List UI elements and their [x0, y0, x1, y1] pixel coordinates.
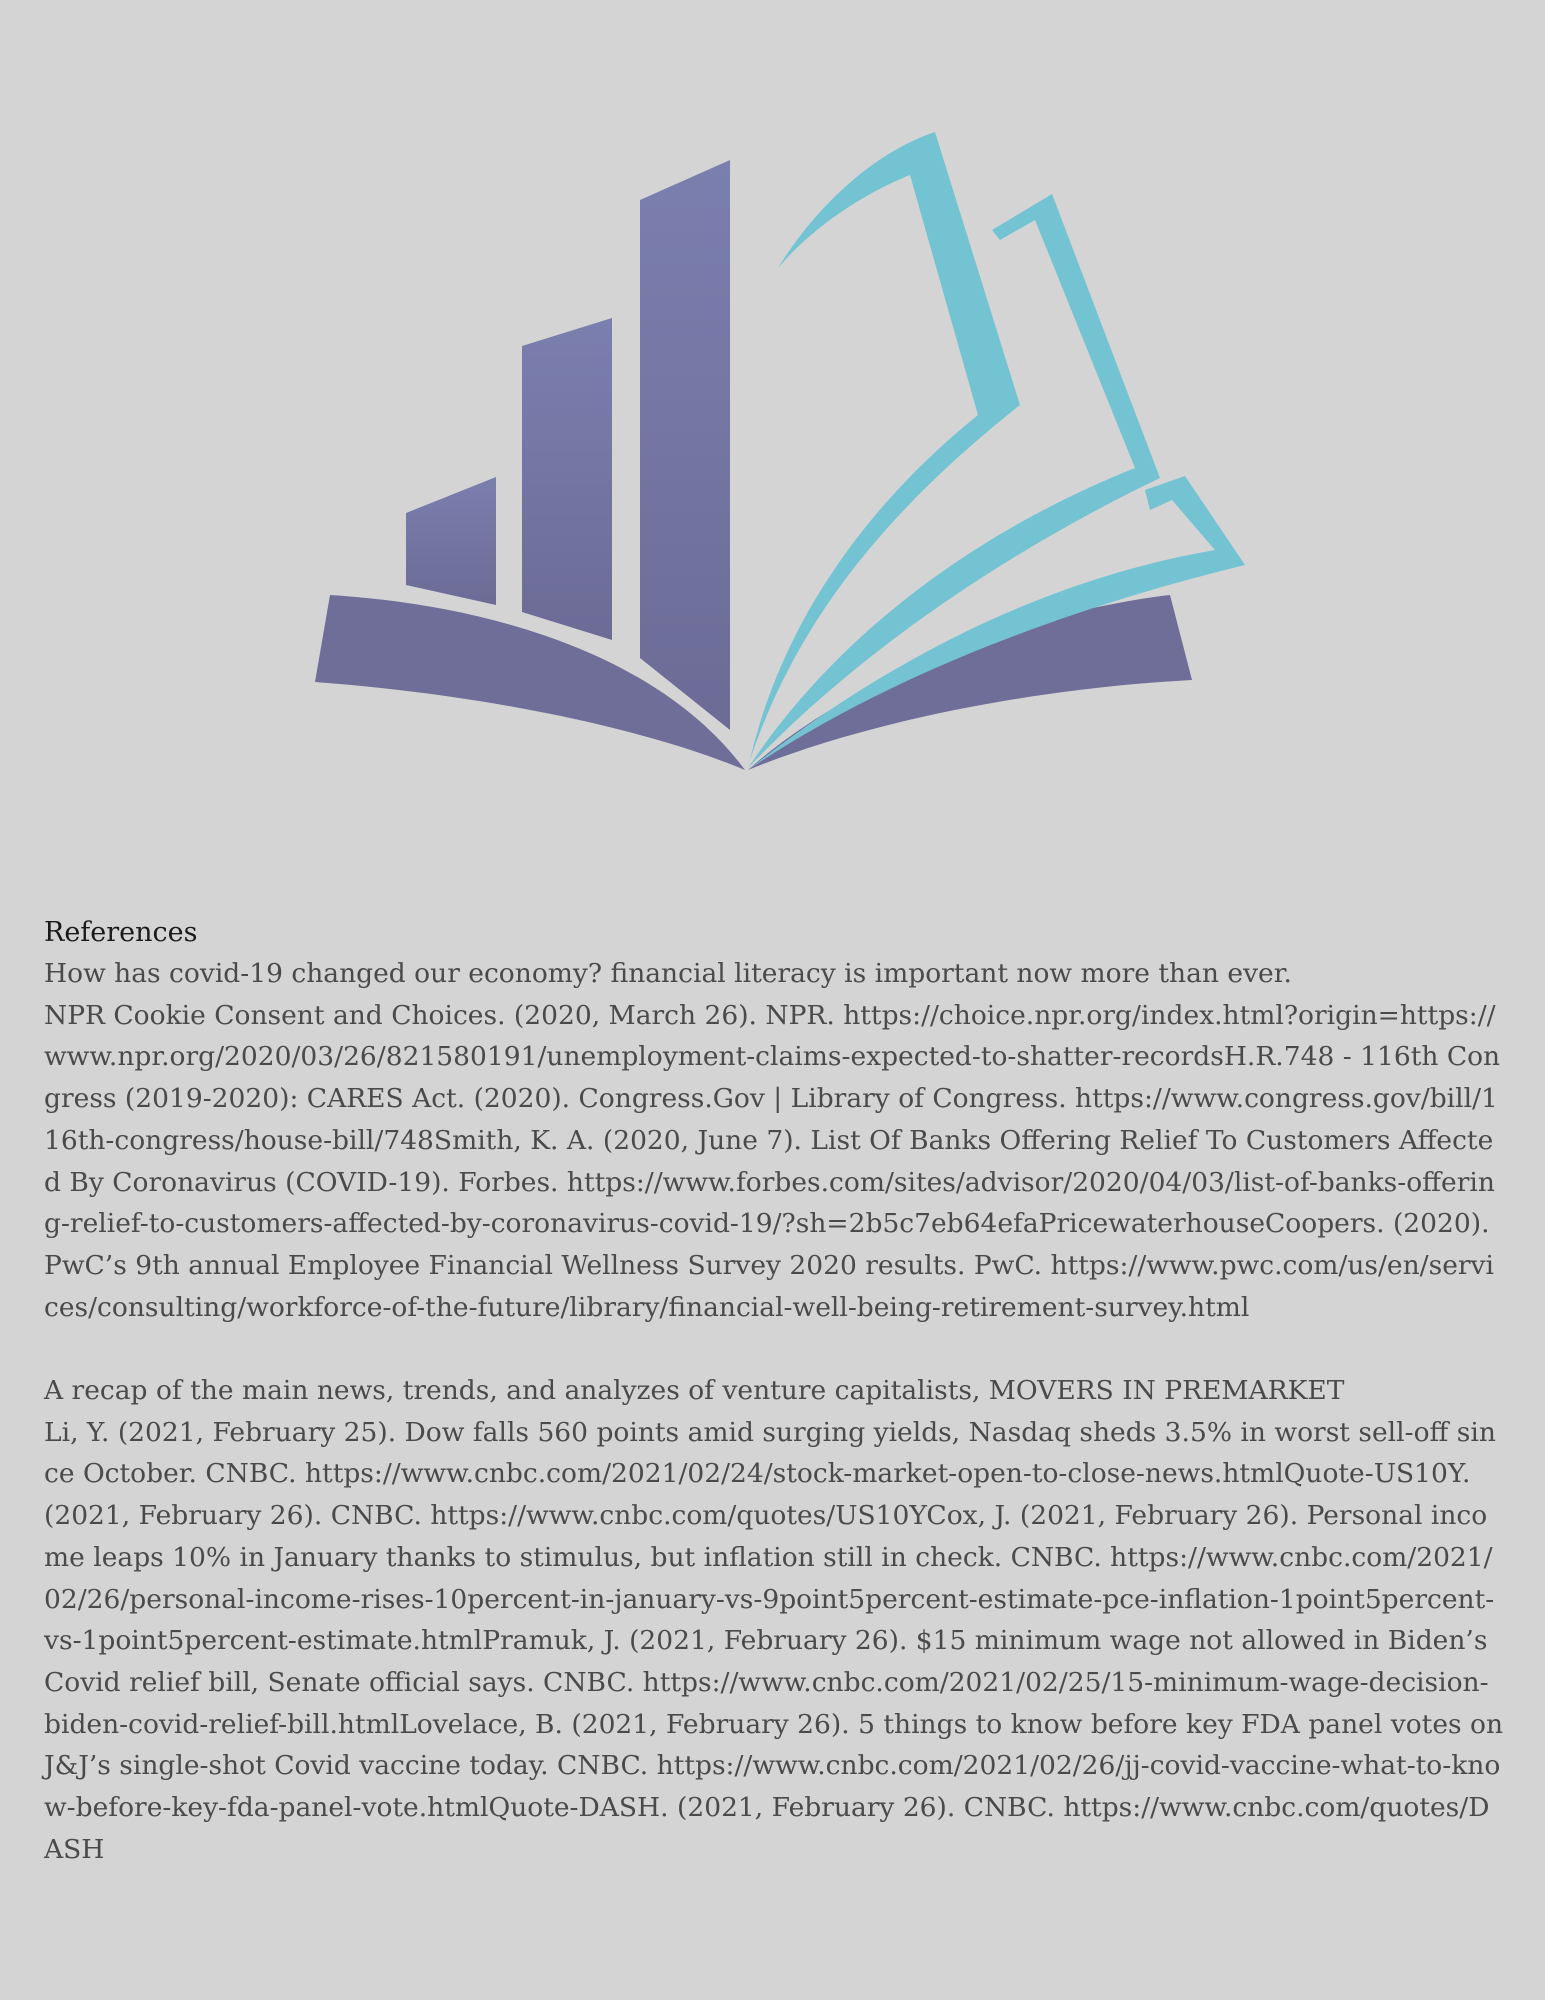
paragraph-spacer [44, 1328, 1504, 1370]
references-block-1 [44, 953, 1504, 1328]
references-heading: References [44, 917, 198, 948]
references-block-1-intro: How has covid-19 changed our economy? financial literacy is important now more than ever. [44, 958, 1292, 989]
references-block-2-intro: A recap of the main news, trends, and analyzes of venture capitalists, MOVERS IN PREMARKET [44, 1375, 1345, 1407]
logo-bar-small [406, 477, 496, 605]
references-section [44, 912, 1504, 1870]
book-with-bar-chart-icon [280, 110, 1260, 790]
references-block-2-body: Li, Y. (2021, February 25). Dow falls 560 points amid surging yields, Nasdaq sheds 3.5% in worst sell-off since October. CNBC. https://www.cnbc.com/2021/02/24/stock-market-open-to-close-news.htmlQuote-US10Y. (2021, February 26). CNBC. https://www.cnbc.com/quotes/US10YCox, J. (2021, February 26). Personal income leaps 10% in January thanks to stimulus, but inflation still in check. CNBC. https://www.cnbc.com/2021/02/26/personal-income-rises-10percent-in-january-vs-9point5percent-estimate-pce-inflation-1point5percent-vs-1point5percent-estimate.htmlPramuk, J. (2021, February 26). $15 minimum wage not allowed in Biden’s Covid relief bill, Senate official says. CNBC. https://www.cnbc.com/2021/02/25/15-minimum-wage-decision-biden-covid-relief-bill.htmlLovelace, B. (2021, February 26). 5 things to know before key FDA panel votes on J&J’s single-shot Covid vaccine today. CNBC. https://www.cnbc.com/2021/02/26/jj-covid-vaccine-what-to-know-before-key-fda-panel-vote.htmlQuote-DASH. (2021, February 26). CNBC. https://www.cnbc.com/quotes/DASH [44, 1416, 1504, 1865]
references-block-2 [44, 1370, 1504, 1870]
references-block-1-body: NPR Cookie Consent and Choices. (2020, March 26). NPR. https://choice.npr.org/index.html?origin=https://www.npr.org/2020/03/26/821580191/unemployment-claims-expected-to-shatter-recordsH.R.748 - 116th Congress (2019-2020): CARES Act. (2020). Congress.Gov | Library of Congress. https://www.congress.gov/bill/116th-congress/house-bill/748Smith, K. A. (2020, June 7). List Of Banks Offering Relief To Customers Affected By Coronavirus (COVID-19). Forbes. https://www.forbes.com/sites/advisor/2020/04/03/list-of-banks-offering-relief-to-customers-affected-by-coronavirus-covid-19/?sh=2b5c7eb64efaPricewaterhouseCoopers. (2020). PwC’s 9th annual Employee Financial Wellness Survey 2020 results. PwC. https://www.pwc.com/us/en/services/consulting/workforce-of-the-future/library/financial-well-being-retirement-survey.html [44, 999, 1501, 1323]
book-logo [280, 110, 1260, 790]
logo-bar-medium [522, 318, 612, 640]
logo-bar-tall [640, 160, 730, 730]
